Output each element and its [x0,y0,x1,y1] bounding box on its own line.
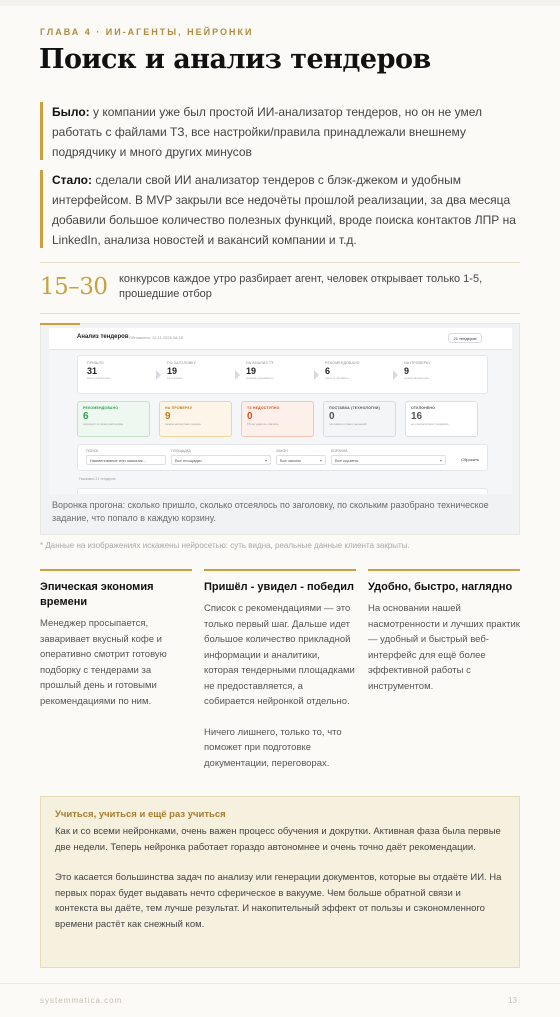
funnel-stage: ПРИШЛО 31 всего в выгрузке [87,361,111,380]
updated-label: Обновлено: 12.11.2026 08:15 [129,335,183,340]
feature-title: Удобно, быстро, наглядно [368,581,513,593]
before-quote [40,102,520,160]
funnel-panel [77,355,488,394]
divider [40,262,520,263]
basket-select[interactable]: Все корзины ▾ [331,455,446,465]
basket-card[interactable]: ОТКЛОНЕНО 16 не соответствует профилю [405,401,478,437]
chevron-right-icon [156,370,161,380]
callout-title: Учиться, учиться и ещё раз учиться [55,809,226,820]
stat-text: конкурсов каждое утро разбирает агент, человек открывает только 1-5, прошедшие отбор [119,273,483,300]
feature-column [368,569,520,694]
feature-text: Список с рекомендациями — это только первый шаг. Дальше идет большое количество прикладной информации и аналитики, которая тендерными площадками не предоставляется, а собирается нейронкой отдельно. [204,603,355,707]
search-input[interactable]: Наименование или заказчик... [86,455,166,465]
callout-text: Как и со всеми нейронками, очень важен процесс обучения и докрутки. Активная фаза была первые две недели. Теперь нейронка работает гораздо автономнее и очень точно даёт рекомендации. [55,826,501,853]
basket-filter: КОРЗИНА Все корзины ▾ [331,449,446,465]
basket-card[interactable]: РЕКОМЕНДОВАНО 6 подходит по всем критериям [77,401,150,437]
reset-button[interactable]: Сбросить [461,457,479,462]
search-filter: ПОИСК Наименование или заказчик... [86,449,166,465]
chevron-right-icon [235,370,240,380]
filters-panel [77,444,488,471]
platform-filter: ПЛОЩАДКА Все площадки ▾ [171,449,271,465]
after-text: сделали свой ИИ анализатор тендеров с блэк-джеком и удобным интерфейсом. В MVP закрыли все недочёты прошлой реализации, за два месяца добавили большое количество полезных функций, вроде поиска контактов ЛПР на LinkedIn, анализа новостей и вакансий компании и т.д. [52,173,516,247]
footnote: * Данные на изображениях искажены нейросетью: суть видна, реальные данные клиента закрыты. [40,541,410,550]
feature-title: Эпическая экономия времени [40,581,154,608]
results-table [77,488,488,494]
funnel-stage: ПО ЗАГОЛОВКУ 19 12 отсеяно [167,361,197,380]
chevron-right-icon [314,370,319,380]
basket-card[interactable]: НА ПРОВЕРКУ 9 нужна экспертная оценка [159,401,232,437]
figure-accent [40,323,80,325]
callout-text: Это касается большинства задач по анализу или генерации документов, которые вы отдаёте ИИ. На первых порах будет выдавать нечто сферическое в вакууме. Чем больше обратной связи и контекста вы даёте, тем лучше результат. И накопительный эффект от пользы и сэкономленного времени растёт как снежный ком. [55,872,502,930]
feature-text: Ничего лишнего, только то, что поможет при подготовке документации, переговорах. [204,726,342,769]
funnel-stage: НА АНАЛИЗ ТЗ 19 скачаны документы [246,361,274,380]
feature-column [40,569,192,709]
chevron-right-icon [393,370,398,380]
funnel-stage: РЕКОМЕНДОВАНО 6 чисто в профиле [325,361,360,380]
footer-divider [0,983,560,984]
app-screenshot [49,328,512,494]
law-select[interactable]: Все законы ▾ [276,455,326,465]
callout-box [40,796,520,968]
chevron-down-icon: ▾ [264,458,267,463]
platform-select[interactable]: Все площадки ▾ [171,455,271,465]
basket-card[interactable]: ПОСТАВКА (ТЕХНОЛОГИИ) 0 поставка готовых решений [323,401,396,437]
top-band [0,0,560,6]
screenshot-figure [40,323,520,535]
feature-text: На основании нашей насмотренности и лучших практик — удобный и быстрый веб-интерфейс для ещё более эффективной работы с инструментом. [368,603,520,692]
before-text: у компании уже был простой ИИ-анализатор тендеров, но он не умел работать с файлами ТЗ, все настройки/правила принадлежали внешнему подрядчику и много других минусов [52,105,483,159]
law-filter: ЗАКОН Все законы ▾ [276,449,326,465]
feature-title: Пришёл - увидел - победил [204,581,354,593]
count-pill[interactable]: 21 тендеров [448,333,482,343]
basket-card[interactable]: ТЗ НЕДОСТУПНО 0 ТЗ не удалось скачать [241,401,314,437]
figure-caption: Воронка прогона: сколько пришло, сколько отсеялось по заголовку, по скольким разобрано техническое задание, что попало в каждую корзину. [52,500,489,523]
chapter-label: ГЛАВА 4 · ИИ-АГЕНТЫ, НЕЙРОНКИ [40,27,254,37]
after-label: Стало: [52,173,93,187]
after-quote [40,170,520,248]
divider [40,313,520,314]
shown-count: Показано 21 тендеров [79,477,116,481]
page-title: Поиск и анализ тендеров [39,44,431,75]
chevron-down-icon: ▾ [439,458,442,463]
stat-value: 15–30 [40,274,108,300]
app-title: Анализ тендеров [77,334,129,340]
site-link[interactable]: systemmatica.com [40,996,123,1005]
before-label: Было: [52,105,90,119]
feature-text: Менеджер просыпается, заваривает вкусный кофе и оперативно смотрит готовую подборку с тендерами за прошлый день и готовыми рекомендациями по ним. [40,618,167,707]
app-header [49,328,512,350]
chevron-down-icon: ▾ [319,458,322,463]
feature-column [204,569,356,771]
funnel-stage: НА ПРОВЕРКУ 9 нужна экспертиза [404,361,431,380]
page-number: 13 [508,996,517,1005]
